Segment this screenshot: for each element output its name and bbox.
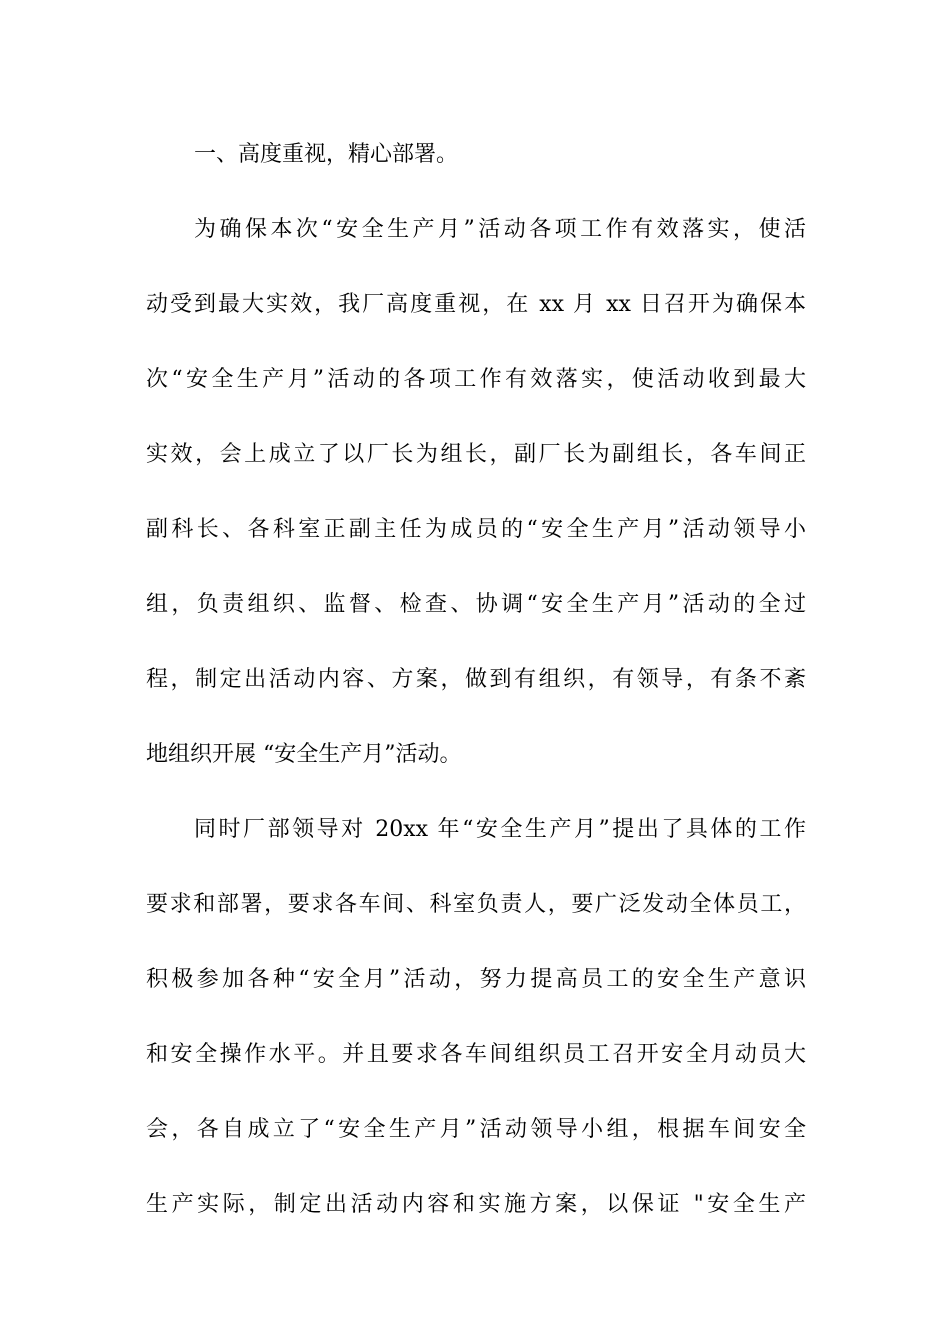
paragraph-line: 要求和部署，要求各车间、科室负责人，要广泛发动全体员工， [146, 892, 806, 917]
paragraph-line: 次“安全生产月”活动的各项工作有效落实，使活动收到最大 [146, 367, 806, 392]
paragraph-line: 实效，会上成立了以厂长为组长，副厂长为副组长，各车间正 [146, 442, 806, 467]
paragraph-line: 同时厂部领导对 20xx 年“安全生产月”提出了具体的工作 [194, 817, 806, 842]
paragraph-line: 生产实际，制定出活动内容和实施方案，以保证 "安全生产 [146, 1192, 806, 1217]
paragraph-line: 积极参加各种“安全月”活动，努力提高员工的安全生产意识 [146, 967, 806, 992]
paragraph-line: 副科长、各科室正副主任为成员的“安全生产月”活动领导小 [146, 517, 806, 542]
paragraph-line: 程，制定出活动内容、方案，做到有组织，有领导，有条不紊 [146, 667, 806, 692]
document-body [146, 117, 806, 1242]
paragraph-line: 和安全操作水平。并且要求各车间组织员工召开安全月动员大 [146, 1042, 806, 1067]
paragraph-line: 动受到最大实效，我厂高度重视，在 xx 月 xx 日召开为确保本 [146, 292, 806, 317]
paragraph-line: 为确保本次“安全生产月”活动各项工作有效落实，使活 [194, 217, 806, 242]
paragraph-line: 组，负责组织、监督、检查、协调“安全生产月”活动的全过 [146, 592, 806, 617]
section-heading: 一、高度重视，精心部署。 [194, 142, 459, 167]
paragraph-line: 会，各自成立了“安全生产月”活动领导小组，根据车间安全 [146, 1117, 806, 1142]
paragraph-line: 地组织开展 “安全生产月”活动。 [146, 742, 462, 767]
